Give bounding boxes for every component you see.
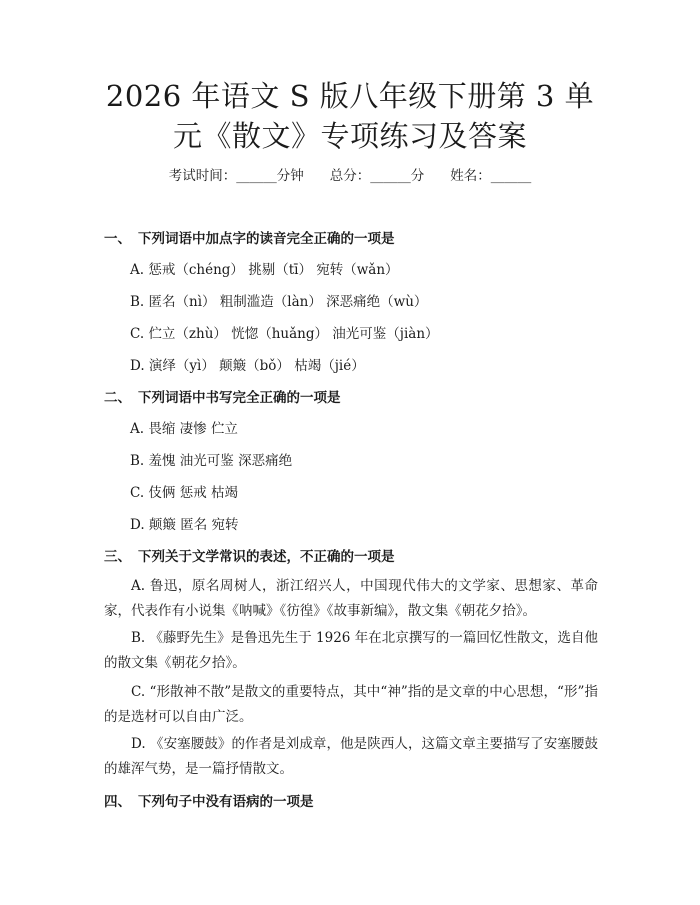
- question-1-option-d: D. 演绎（yì） 颠簸（bǒ） 枯竭（jié）: [130, 358, 365, 374]
- question-1-option-c: C. 伫立（zhù） 恍惚（huǎng） 油光可鉴（jiàn）: [130, 326, 439, 342]
- question-2-option-a: A. 畏缩 凄惨 伫立: [130, 421, 238, 437]
- question-number: 三、: [104, 549, 131, 565]
- exam-time-field: 考试时间：______分钟: [168, 168, 304, 184]
- question-1-stem: [104, 229, 395, 249]
- question-text: 下列句子中没有语病的一项是: [138, 794, 314, 810]
- question-2-option-c: C. 伎俩 惩戒 枯竭: [130, 485, 239, 501]
- question-4-stem: [104, 792, 314, 812]
- exam-info: [0, 166, 700, 186]
- question-3-option-c: C. “形散神不散”是散文的重要特点，其中“神”指的是文章的中心思想，“形”指的是选材可以自由广泛。: [104, 684, 598, 725]
- question-text: 下列词语中书写完全正确的一项是: [138, 390, 341, 406]
- question-number: 二、: [104, 390, 131, 406]
- question-text: 下列关于文学常识的表述，不正确的一项是: [138, 549, 395, 565]
- question-1-option-b: B. 匿名（nì） 粗制滥造（làn） 深恶痛绝（wù）: [130, 294, 428, 310]
- question-1-option-a: A. 惩戒（chéng） 挑剔（tī） 宛转（wǎn）: [130, 262, 399, 278]
- question-2-option-d: D. 颠簸 匿名 宛转: [130, 517, 239, 533]
- total-score-field: 总分：______分: [329, 168, 425, 184]
- question-number: 一、: [104, 231, 131, 247]
- question-3-option-b: B. 《藤野先生》是鲁迅先生于 1926 年在北京撰写的一篇回忆性散文，选自他的散文集《朝花夕拾》。: [104, 630, 598, 671]
- question-2-option-b: B. 羞愧 油光可鉴 深恶痛绝: [130, 453, 293, 469]
- question-3-option-d: D. 《安塞腰鼓》的作者是刘成章，他是陕西人，这篇文章主要描写了安塞腰鼓的雄浑气势，是一篇抒情散文。: [104, 736, 598, 777]
- question-3-option-a: A. 鲁迅，原名周树人，浙江绍兴人，中国现代伟大的文学家、思想家、革命家，代表作有小说集《呐喊》《彷徨》《故事新编》，散文集《朝花夕拾》。: [104, 578, 598, 619]
- student-name-field: 姓名：______: [450, 168, 532, 184]
- question-2-stem: [104, 388, 341, 408]
- page-title: 2026 年语文 S 版八年级下册第 3 单元《散文》专项练习及答案: [105, 79, 595, 153]
- question-3-stem: [104, 547, 395, 567]
- question-number: 四、: [104, 794, 131, 810]
- question-text: 下列词语中加点字的读音完全正确的一项是: [138, 231, 395, 247]
